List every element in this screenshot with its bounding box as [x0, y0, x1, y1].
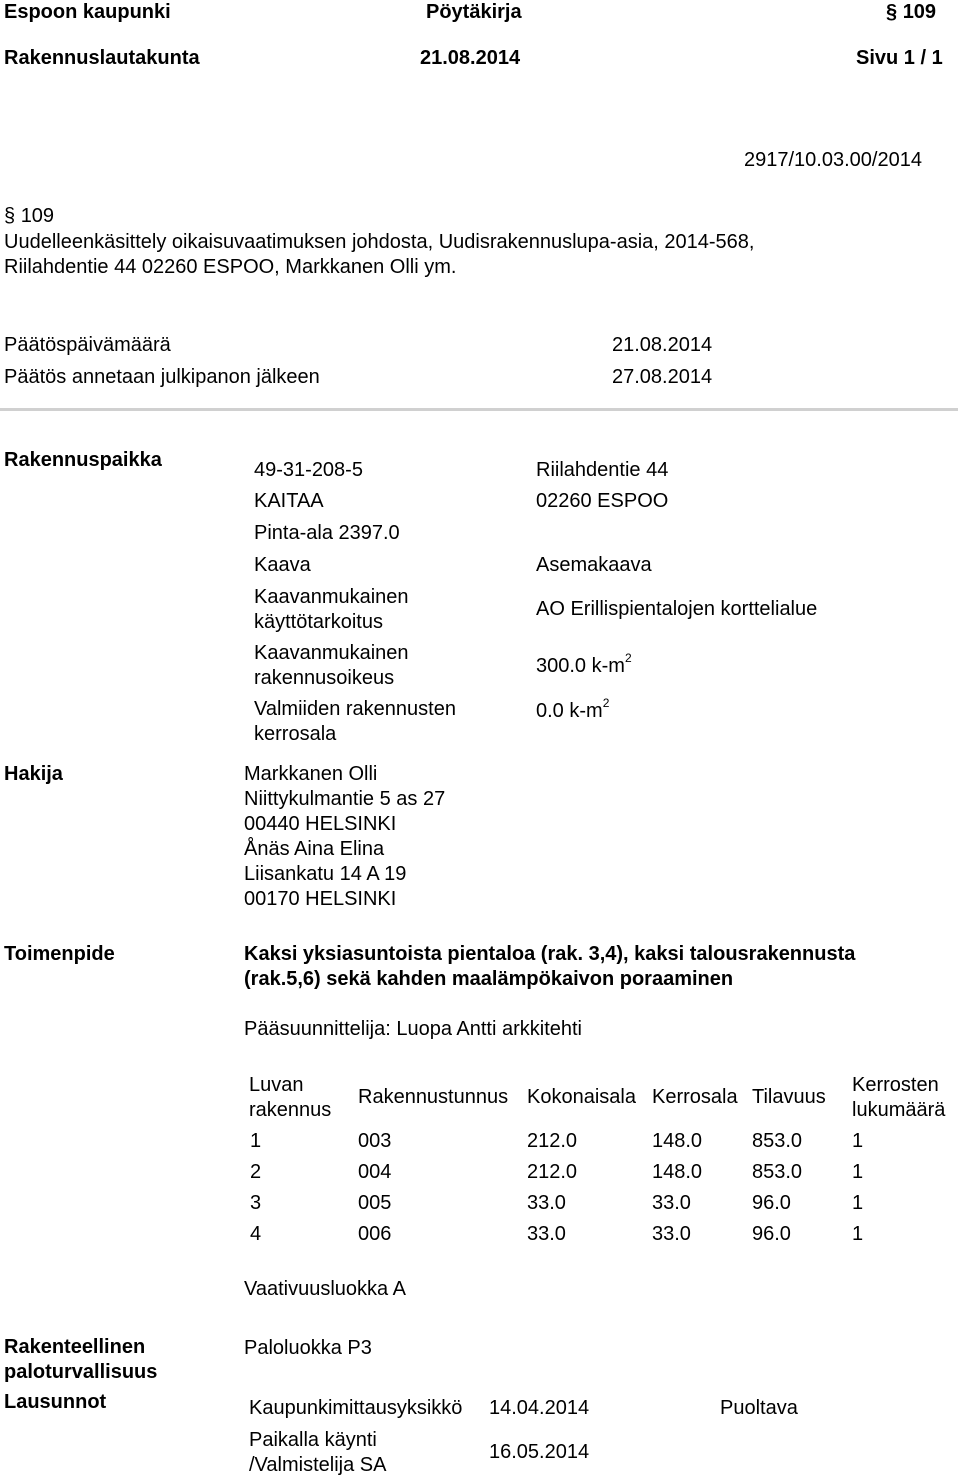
th-floors-line-2: lukumäärä: [852, 1099, 946, 1121]
plan-value: Asemakaava: [536, 554, 652, 576]
cell-permit: 2: [250, 1161, 262, 1183]
cell-floors: 1: [852, 1223, 864, 1245]
action-line-1: Kaksi yksiasuntoista pientaloa (rak. 3,4), kaksi talousrakennusta: [244, 943, 856, 965]
th-floor-area: Kerrosala: [652, 1086, 738, 1108]
site-label: Rakennuspaikka: [4, 449, 162, 471]
publish-date-value: 27.08.2014: [612, 366, 713, 388]
statement-source: Kaupunkimittausyksikkö: [249, 1397, 463, 1419]
statements-label: Lausunnot: [4, 1391, 107, 1413]
cell-building-id: 006: [358, 1223, 392, 1245]
action-line-2: (rak.5,6) sekä kahden maalämpökaivon poraaminen: [244, 968, 734, 990]
statement-source-line-2: /Valmistelija SA: [249, 1454, 387, 1476]
cell-floors: 1: [852, 1130, 864, 1152]
fire-safety-label-line-2: paloturvallisuus: [4, 1361, 158, 1383]
existing-label-line-1: Valmiiden rakennusten: [254, 698, 456, 720]
property-id: 49-31-208-5: [254, 459, 363, 481]
statement-status: Puoltava: [720, 1397, 798, 1419]
fire-safety-label-line-1: Rakenteellinen: [4, 1336, 146, 1358]
cell-floor-area: 148.0: [652, 1161, 703, 1183]
cell-floors: 1: [852, 1192, 864, 1214]
header-section-number: 109: [902, 1, 937, 23]
right-value: [536, 651, 632, 678]
divider: [0, 408, 958, 411]
cell-volume: 853.0: [752, 1161, 803, 1183]
applicant-line: 00170 HELSINKI: [244, 888, 397, 910]
th-total-area: Kokonaisala: [527, 1086, 636, 1108]
statement-source-line-1: Paikalla käynti: [249, 1429, 377, 1451]
right-label-line-2: rakennusoikeus: [254, 667, 395, 689]
decision-date-value: 21.08.2014: [612, 334, 713, 356]
cell-floor-area: 148.0: [652, 1130, 703, 1152]
committee-name: Rakennuslautakunta: [4, 47, 200, 69]
plan-label: Kaava: [254, 554, 311, 576]
existing-label-line-2: kerrosala: [254, 723, 337, 745]
th-permit-line-2: rakennus: [249, 1099, 332, 1121]
cell-permit: 1: [250, 1130, 262, 1152]
main-designer: Pääsuunnittelija: Luopa Antti arkkitehti: [244, 1018, 582, 1040]
existing-value-text: 0.0 k-m: [536, 700, 603, 722]
site-district: KAITAA: [254, 490, 324, 512]
th-permit-line-1: Luvan: [249, 1074, 304, 1096]
th-volume: Tilavuus: [752, 1086, 826, 1108]
cell-floor-area: 33.0: [652, 1223, 691, 1245]
cell-volume: 96.0: [752, 1223, 791, 1245]
th-floors-line-1: Kerrosten: [852, 1074, 939, 1096]
section-symbol: §: [4, 205, 16, 227]
cell-building-id: 005: [358, 1192, 392, 1214]
applicant-line: 00440 HELSINKI: [244, 813, 397, 835]
publish-date-label: Päätös annetaan julkipanon jälkeen: [4, 366, 320, 388]
cell-permit: 3: [250, 1192, 262, 1214]
cell-permit: 4: [250, 1223, 262, 1245]
applicant-line: Niittykulmantie 5 as 27: [244, 788, 446, 810]
cell-total-area: 33.0: [527, 1192, 566, 1214]
difficulty-class: Vaativuusluokka A: [244, 1278, 406, 1300]
section-icon: §: [886, 1, 898, 23]
site-area: Pinta-ala 2397.0: [254, 522, 400, 544]
section-heading: [4, 204, 54, 228]
section-number: 109: [20, 205, 55, 227]
right-value-text: 300.0 k-m: [536, 655, 625, 677]
cell-volume: 853.0: [752, 1130, 803, 1152]
decision-date-label: Päätöspäivämäärä: [4, 334, 171, 356]
fire-class: Paloluokka P3: [244, 1337, 372, 1359]
cell-floors: 1: [852, 1161, 864, 1183]
cell-building-id: 004: [358, 1161, 392, 1183]
use-label-line-2: käyttötarkoitus: [254, 611, 383, 633]
use-value: AO Erillispientalojen korttelialue: [536, 598, 818, 620]
statement-date: 16.05.2014: [489, 1441, 590, 1463]
action-label: Toimenpide: [4, 943, 115, 965]
section-title-line-2: Riilahdentie 44 02260 ESPOO, Markkanen Olli ym.: [4, 256, 457, 278]
th-building-id: Rakennustunnus: [358, 1086, 509, 1108]
applicant-label: Hakija: [4, 763, 63, 785]
cell-total-area: 212.0: [527, 1161, 578, 1183]
site-postal: 02260 ESPOO: [536, 490, 669, 512]
meeting-date: 21.08.2014: [420, 47, 521, 69]
use-label-line-1: Kaavanmukainen: [254, 586, 409, 608]
document-type: Pöytäkirja: [426, 1, 522, 23]
statement-date: 14.04.2014: [489, 1397, 590, 1419]
unit-superscript: 2: [602, 696, 610, 711]
right-label-line-1: Kaavanmukainen: [254, 642, 409, 664]
case-reference: 2917/10.03.00/2014: [744, 149, 922, 171]
applicant-line: Markkanen Olli: [244, 763, 378, 785]
site-street: Riilahdentie 44: [536, 459, 669, 481]
cell-building-id: 003: [358, 1130, 392, 1152]
cell-volume: 96.0: [752, 1192, 791, 1214]
applicant-line: Ånäs Aina Elina: [244, 838, 385, 860]
cell-total-area: 212.0: [527, 1130, 578, 1152]
section-title-line-1: Uudelleenkäsittely oikaisuvaatimuksen johdosta, Uudisrakennuslupa-asia, 2014-568,: [4, 231, 755, 253]
cell-floor-area: 33.0: [652, 1192, 691, 1214]
applicant-line: Liisankatu 14 A 19: [244, 863, 407, 885]
header-section: [886, 0, 936, 24]
page-number: Sivu 1 / 1: [856, 47, 943, 69]
cell-total-area: 33.0: [527, 1223, 566, 1245]
existing-value: [536, 696, 610, 723]
unit-superscript: 2: [624, 651, 632, 666]
org-name: Espoon kaupunki: [4, 1, 171, 23]
